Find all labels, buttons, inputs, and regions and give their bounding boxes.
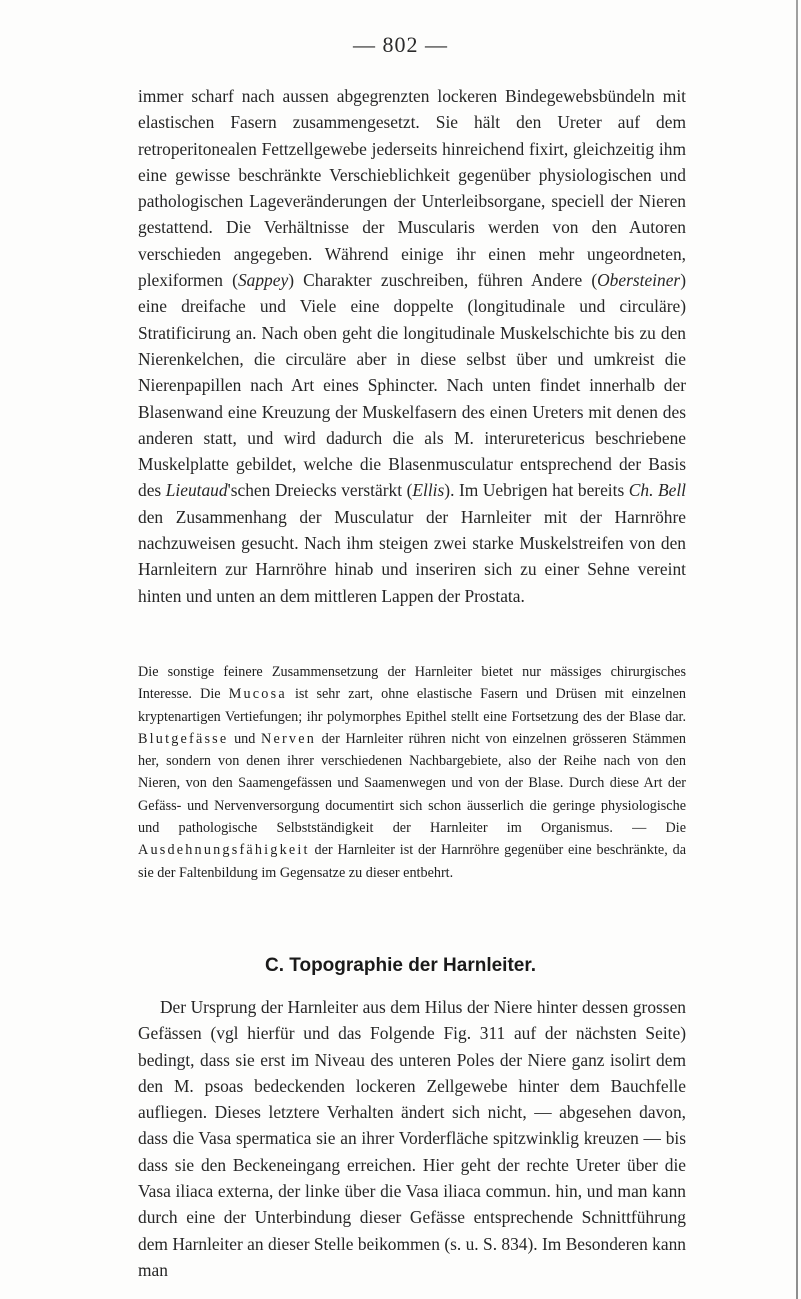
section-heading: C. Topographie der Harnleiter. <box>265 955 536 976</box>
term-mucosa: Mucosa <box>228 686 287 703</box>
author-sappey: Sappey <box>237 270 289 291</box>
author-lieutaud: Lieutaud <box>165 480 228 501</box>
text-run: ) Charakter zuschreiben, führen Andere ( <box>288 270 598 291</box>
author-obersteiner: Obersteiner <box>597 270 681 291</box>
paragraph-topography: Der Ursprung der Harnleiter aus dem Hilus der Niere hinter dessen grossen Gefässen (vgl hierfür und das Folgende Fig. 311 auf der nächsten Seite) bedingt, dass sie erst im Niveau des unteren Poles der Niere ganz isolirt dem den M. psoas bedeckenden lockeren Zellgewebe hinter dem Bauchfelle aufliegen. Dieses letztere Verhalten ändert sich nicht, — abgesehen davon, dass die Vasa spermatica sie an ihrer Vorderfläche spitzwinklig kreuzen — bis dass sie den Beckeneingang erreichen. Hier geht der rechte Ureter über die Vasa iliaca externa, der linke über die Vasa iliaca commun. hin, und man kann durch eine der Unterbindung dieser Gefässe entsprechende Schnittführung dem Harnleiter an dieser Stelle beikommen (s. u. S. 834). Im Besonderen kann man <box>138 997 686 1280</box>
text-run: und <box>228 730 262 747</box>
text-run: der Harnleiter ist der Harnröhre gegenüber eine beschränkte, da sie der Faltenbildung im Gegensatze zu dieser entbehrt. <box>138 842 686 881</box>
text-run: ). Im Uebrigen hat bereits <box>444 480 629 501</box>
term-ausdehnungsfaehigkeit: Ausdehnungsfähigkeit <box>138 842 310 859</box>
text-run: ) eine dreifache und Viele eine doppelte (longitudinale und circuläre) Stratificirung an. Nach oben geht die longitudinale Muskelschichte bis zu den Nierenkelchen, die circuläre aber in diese selbst über und umkreist die Nierenpapillen nach Art eines Sphincter. Nach unten findet innerhalb der Blasenwand eine Kreuzung der Muskelfasern des einen Ureters mit denen des anderen statt, und wird dadurch die als M. interuretericus beschriebene Muskelplatte gebildet, welche die Blasenmusculatur entsprechend der Basis des <box>138 270 686 501</box>
text-run: immer scharf nach aussen abgegrenzten lockeren Bindegewebsbündeln mit elastischen Fasern zusammengesetzt. Sie hält den Ureter auf dem retroperitonealen Fettzellgewebe jederseits hinreichend fixirt, gleichzeitig ihm eine gewisse beschränkte Verschieblichkeit gegenüber physiologischen und pathologischen Lageveränderungen der Unterleibsorgane, speciell der Nieren gestattend. Die Verhältnisse der Muscularis werden von den Autoren verschieden angegeben. Während einige ihr einen mehr ungeordneten, plexiformen ( <box>138 86 686 291</box>
author-bell: Ch. Bell <box>628 480 686 501</box>
text-run: der Harnleiter rühren nicht von einzelnen grösseren Stämmen her, sondern von denen ihrer verschiedenen Nachbargebiete, also der Reihe nach von den Nieren, von den Saamengefässen und Saamenwegen und von der Blase. Durch diese Art der Gefäss- und Nervenversorgung documentirt sich schon äusserlich die geringe physiologische und pathologische Selbstständigkeit der Harnleiter im Organismus. — Die <box>138 730 687 837</box>
text-run: den Zusammenhang der Musculatur der Harnleiter mit der Harnröhre nachzuweisen gesucht. Nach ihm steigen zwei starke Muskelstreifen von den Harnleitern zur Harnröhre hinab und inseriren sich zu einer Sehne vereint hinten und unten an dem mittleren Lappen der Prostata. <box>138 506 686 606</box>
text-run: Die sonstige feinere Zusammensetzung der Harnleiter bietet nur mässiges chirurgisches Interesse. Die <box>138 664 686 703</box>
author-ellis: Ellis <box>412 480 445 501</box>
page-number: — 802 — <box>353 32 448 57</box>
term-blutgefaesse: Blutgefässe <box>138 730 229 747</box>
term-nerven: Nerven <box>261 730 316 747</box>
text-run: 'schen Dreiecks verstärkt ( <box>227 480 413 501</box>
page-edge-shadow <box>796 0 798 1299</box>
paragraph-fine-structure <box>138 661 686 884</box>
text-run: ist sehr zart, ohne elastische Fasern und Drüsen mit einzelnen kryptenartigen Vertiefungen; ihr polymorphes Epithel stellt eine Fortsetzung des der Blase dar. <box>138 686 686 725</box>
paragraph-muscularis <box>138 83 686 609</box>
